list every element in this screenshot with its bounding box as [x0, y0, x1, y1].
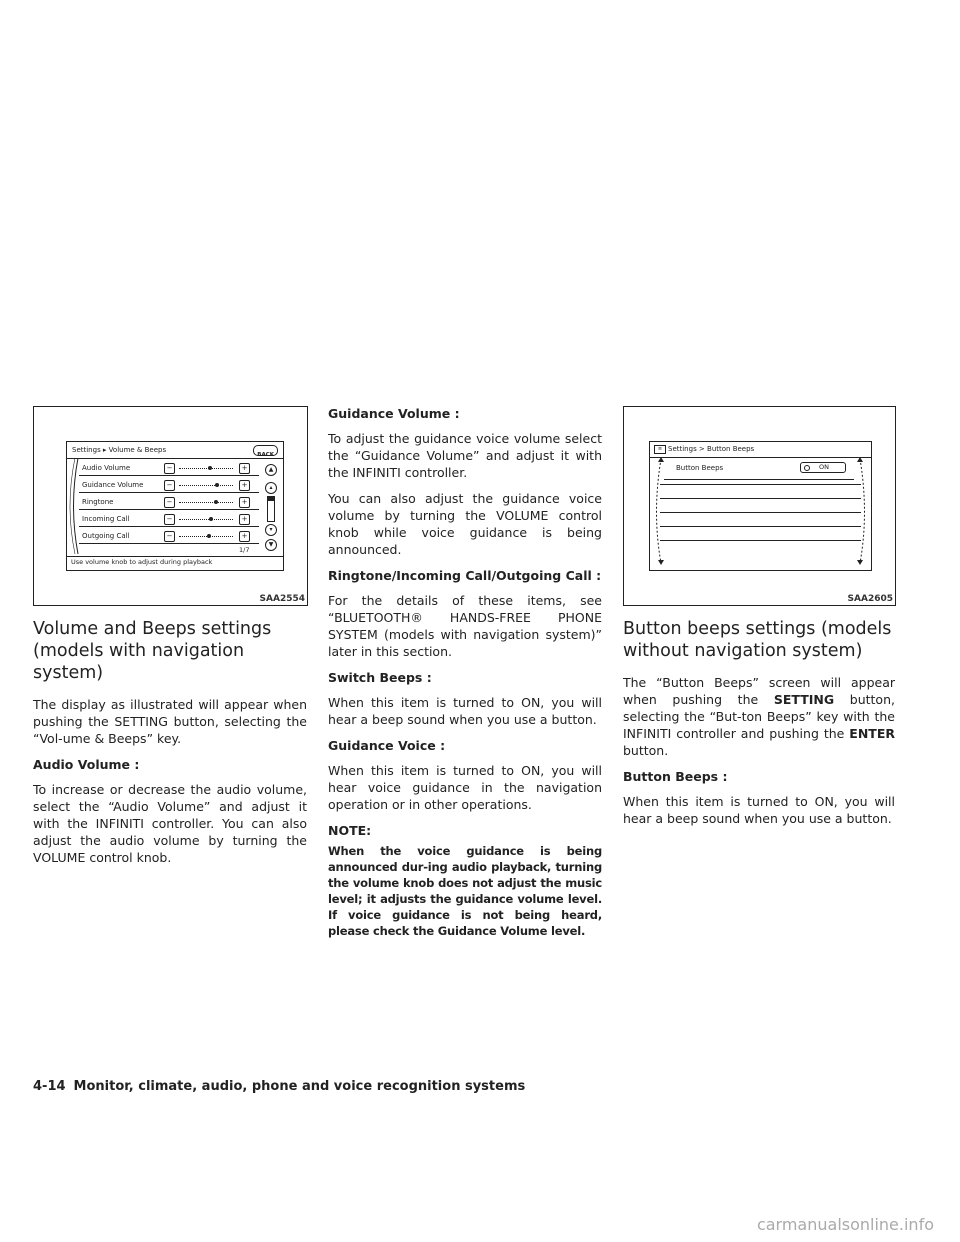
plus-button[interactable]: + — [239, 480, 250, 491]
chapter-title: Monitor, climate, audio, phone and voice recognition systems — [73, 1079, 526, 1094]
volume-row-label: Incoming Call — [82, 515, 130, 523]
volume-level-bar — [179, 536, 233, 537]
volume-beeps-screen — [66, 441, 284, 571]
right-scroll-arc-icon — [857, 457, 871, 570]
button-beeps-heading: Button Beeps : — [623, 769, 728, 784]
scroll-down-fast-icon[interactable]: ▼ — [265, 539, 277, 551]
list-row-line — [660, 512, 861, 513]
scroll-down-icon[interactable]: ▾ — [265, 524, 277, 536]
minus-button[interactable]: − — [164, 531, 175, 542]
volume-level-bar — [179, 468, 233, 469]
hint-divider — [67, 556, 283, 557]
button-beeps-screen — [649, 441, 872, 571]
guidance-volume-heading: Guidance Volume : — [328, 406, 460, 421]
scrollbar-thumb[interactable] — [268, 497, 274, 501]
volume-level-bar — [179, 485, 233, 486]
volume-level-marker — [207, 534, 211, 538]
plus-button[interactable]: + — [239, 531, 250, 542]
plus-button[interactable]: + — [239, 463, 250, 474]
setting-key: SETTING — [773, 692, 835, 707]
column-middle — [328, 405, 602, 948]
figure-code: SAA2605 — [847, 594, 893, 604]
page-number: 4-14 — [33, 1079, 66, 1094]
note-paragraph: When the voice guidance is being announced dur-ing audio playback, turning the volume knob does not adjust the music level; it adjusts the guidance volume level. If voice guidance is not being heard, please check the Guidance Volume level. — [328, 844, 602, 938]
plus-button[interactable]: + — [239, 497, 250, 508]
volume-level-marker — [209, 517, 213, 521]
minus-button[interactable]: − — [164, 497, 175, 508]
guidance-voice-paragraph: When this item is turned to ON, you will hear voice guidance in the navigation operation or in other operations. — [328, 763, 602, 812]
screen-divider — [650, 457, 871, 458]
intro-text: button, selecting the “But-ton Beeps” key with the INFINITI controller and pushing the — [623, 692, 895, 741]
scroll-up-icon[interactable]: ▴ — [265, 482, 277, 494]
left-curve-icon — [67, 458, 79, 554]
figure-volume-beeps — [33, 406, 308, 606]
toggle-status: ON — [819, 463, 829, 471]
screen-breadcrumb: Settings ▸ Volume & Beeps — [72, 446, 167, 454]
intro-paragraph: The display as illustrated will appear when pushing the SETTING button, selecting the “Vol-ume & Beeps” key. — [33, 697, 307, 746]
screen-breadcrumb: Settings > Button Beeps — [668, 445, 755, 453]
guidance-volume-paragraph-2: You can also adjust the guidance voice volume by turning the VOLUME control knob while voice guidance is being announced. — [328, 491, 602, 557]
volume-row[interactable] — [79, 530, 259, 544]
button-beeps-intro — [623, 674, 895, 759]
enter-key: ENTER — [849, 726, 895, 741]
scrollbar-track[interactable] — [267, 496, 275, 522]
volume-row[interactable] — [79, 479, 259, 493]
screen-divider — [67, 458, 283, 459]
figure-button-beeps — [623, 406, 896, 606]
settings-icon: ≡ — [654, 445, 666, 454]
minus-button[interactable]: − — [164, 514, 175, 525]
volume-row-label: Outgoing Call — [82, 532, 130, 540]
switch-beeps-heading: Switch Beeps : — [328, 670, 432, 685]
button-beeps-paragraph: When this item is turned to ON, you will hear a beep sound when you use a button. — [623, 794, 895, 826]
list-row-line — [660, 526, 861, 527]
section-button-beeps — [623, 618, 895, 836]
switch-beeps-paragraph: When this item is turned to ON, you will hear a beep sound when you use a button. — [328, 695, 602, 727]
volume-row-label: Audio Volume — [82, 464, 131, 472]
left-scroll-arc-icon — [650, 457, 664, 570]
minus-button[interactable]: − — [164, 463, 175, 474]
watermark: carmanualsonline.info — [756, 1215, 934, 1234]
guidance-voice-heading: Guidance Voice : — [328, 738, 446, 753]
volume-row[interactable] — [79, 513, 259, 527]
page-footer — [33, 1079, 525, 1094]
back-button[interactable] — [253, 445, 278, 456]
list-row-line — [660, 540, 861, 541]
guidance-volume-paragraph: To adjust the guidance voice volume select the “Guidance Volume” and adjust it with the INFINITI controller. — [328, 431, 602, 480]
on-toggle[interactable] — [800, 462, 846, 473]
volume-level-bar — [179, 519, 233, 520]
volume-level-marker — [215, 483, 219, 487]
section-volume-beeps — [33, 618, 307, 875]
ringtone-heading: Ringtone/Incoming Call/Outgoing Call : — [328, 568, 602, 583]
volume-level-bar — [179, 502, 233, 503]
page-indicator: 1/7 — [239, 546, 250, 554]
section-title: Volume and Beeps settings (models with navigation system) — [33, 619, 272, 683]
volume-row[interactable] — [79, 462, 259, 476]
button-beeps-item[interactable] — [664, 461, 854, 480]
plus-button[interactable]: + — [239, 514, 250, 525]
list-row-line — [660, 484, 861, 485]
list-row-line — [660, 498, 861, 499]
hint-text: Use volume knob to adjust during playback — [71, 558, 213, 566]
intro-text: The “Button Beeps” screen will appear when pushing the — [623, 675, 895, 707]
scroll-up-fast-icon[interactable]: ▲ — [265, 464, 277, 476]
intro-text: button. — [623, 743, 669, 758]
note-heading: NOTE: — [328, 823, 372, 838]
ringtone-paragraph: For the details of these items, see “BLUETOOTH® HANDS-FREE PHONE SYSTEM (models with navigation system)” later in this section. — [328, 593, 602, 659]
minus-button[interactable]: − — [164, 480, 175, 491]
audio-volume-paragraph: To increase or decrease the audio volume, select the “Audio Volume” and adjust it with the INFINITI controller. You can also adjust the audio volume by turning the VOLUME control knob. — [33, 782, 307, 865]
audio-volume-heading: Audio Volume : — [33, 757, 140, 772]
toggle-indicator-icon — [804, 465, 810, 471]
volume-level-marker — [214, 500, 218, 504]
section-title: Button beeps settings (models without navigation system) — [623, 619, 892, 661]
item-label: Button Beeps — [676, 464, 724, 472]
volume-level-marker — [208, 466, 212, 470]
figure-code: SAA2554 — [259, 594, 305, 604]
back-label: BACK — [257, 452, 274, 458]
volume-row-label: Guidance Volume — [82, 481, 144, 489]
volume-row-label: Ringtone — [82, 498, 114, 506]
volume-row[interactable] — [79, 496, 259, 510]
